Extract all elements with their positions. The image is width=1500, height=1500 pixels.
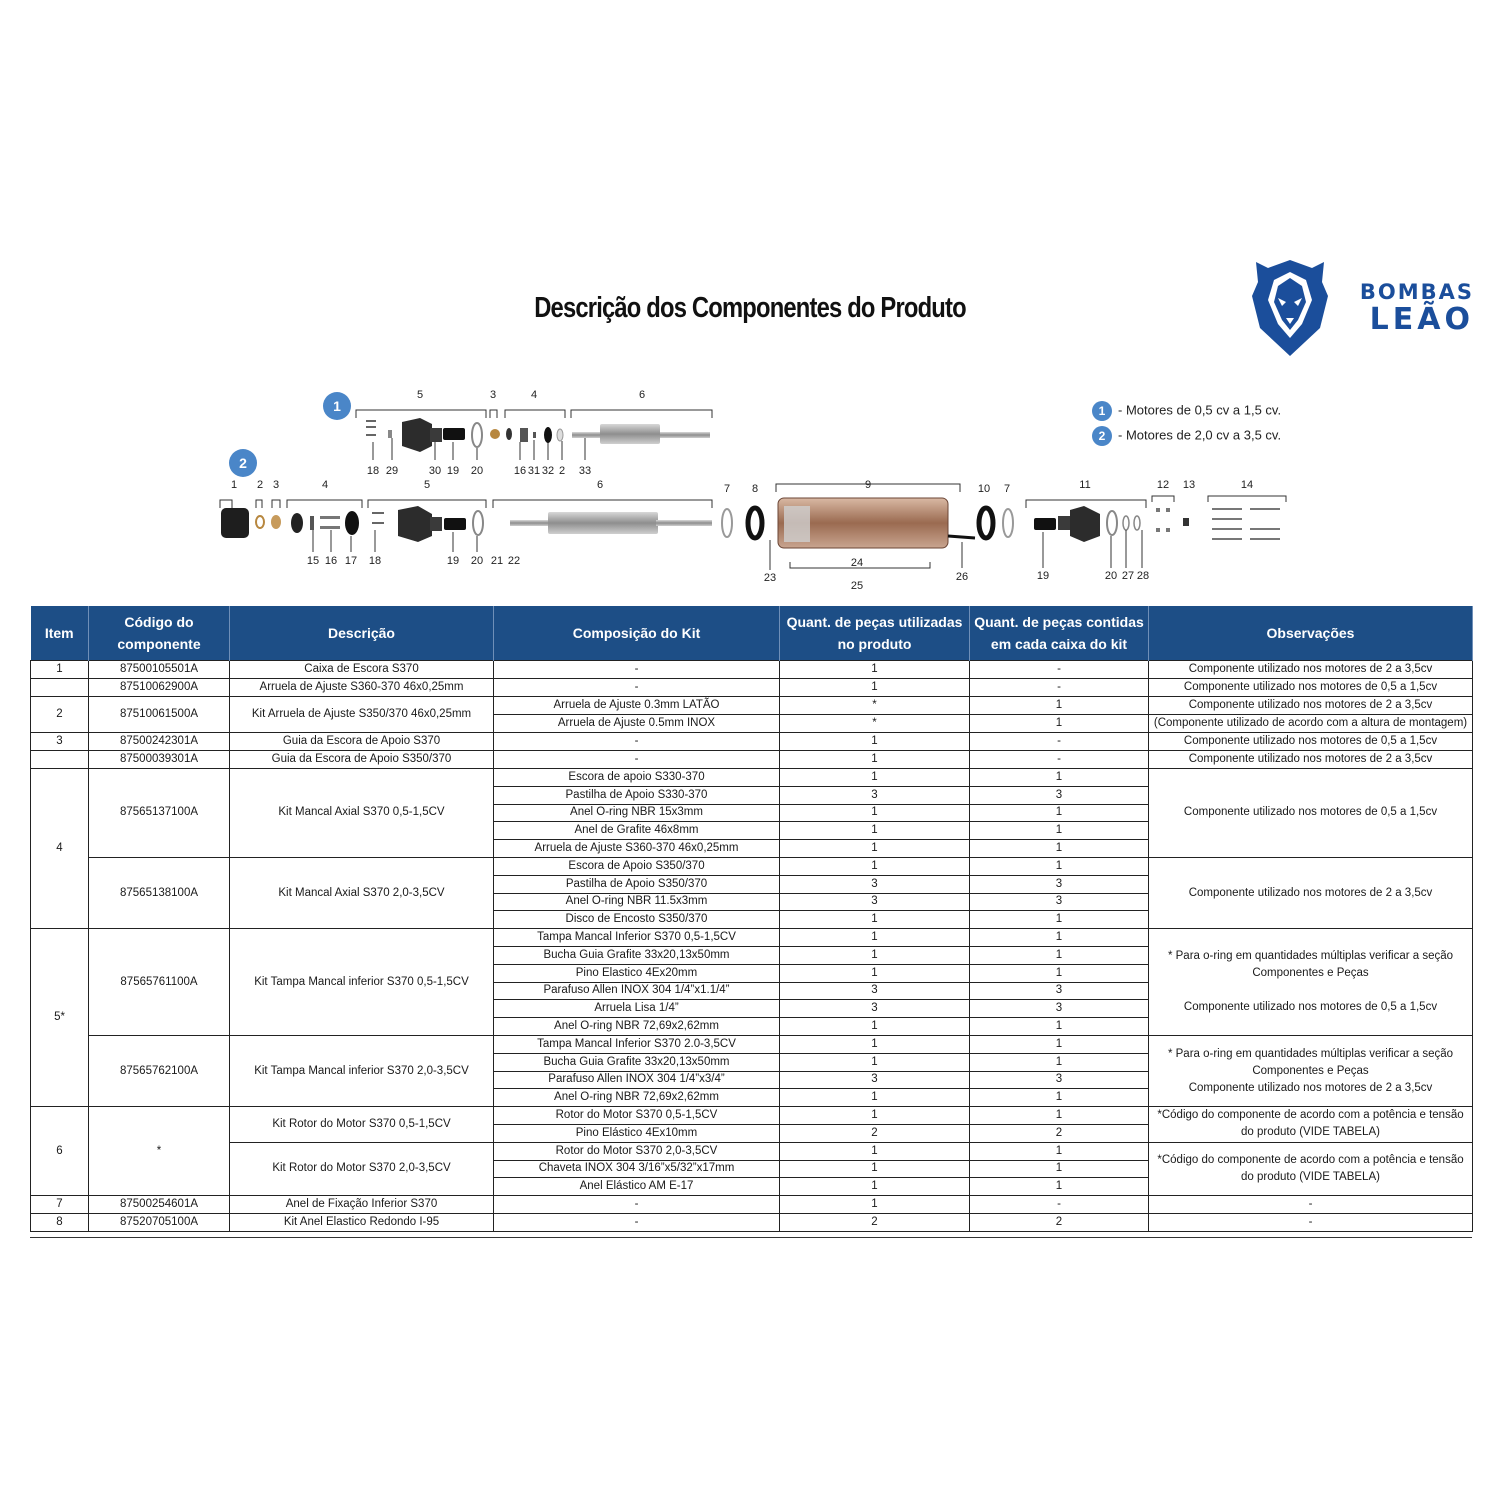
- callout-label: 20: [470, 555, 484, 567]
- table-row: [31, 751, 1473, 769]
- callout-label: 26: [955, 571, 969, 583]
- cell-quant-kit: 1: [970, 804, 1149, 822]
- legend-badge-2: 2: [1092, 426, 1112, 446]
- cell-quant-kit: 2: [970, 1214, 1149, 1232]
- cell-quant-kit: 1: [970, 715, 1149, 733]
- cell-quant-kit: 1: [970, 964, 1149, 982]
- callout-label: 25: [850, 580, 864, 592]
- cell-quant-kit: 1: [970, 857, 1149, 875]
- table-row: [31, 733, 1473, 751]
- cell-composicao: Anel O-ring NBR 15x3mm: [494, 804, 780, 822]
- cell-quant-kit: 1: [970, 1053, 1149, 1071]
- cell-obs: *Código do componente de acordo com a potência e tensão do produto (VIDE TABELA): [1149, 1107, 1473, 1143]
- cell-quant-kit: 1: [970, 1107, 1149, 1125]
- callout-label: 20: [470, 465, 484, 477]
- cell-item: [31, 751, 89, 769]
- callout-label: 19: [446, 555, 460, 567]
- callout-label: 5: [423, 479, 431, 491]
- cell-composicao: Bucha Guia Grafite 33x20,13x50mm: [494, 946, 780, 964]
- cell-composicao: -: [494, 733, 780, 751]
- table-row: [31, 1214, 1473, 1232]
- cell-quant-produto: 1: [780, 964, 970, 982]
- cell-descricao: Guia da Escora de Apoio S370: [230, 733, 494, 751]
- cell-quant-produto: 1: [780, 1178, 970, 1196]
- cell-composicao: Pastilha de Apoio S350/370: [494, 875, 780, 893]
- cell-quant-produto: 3: [780, 786, 970, 804]
- callout-label: 2: [256, 479, 264, 491]
- brand-name-line1: BOMBAS: [1359, 280, 1474, 304]
- cell-descricao: Kit Rotor do Motor S370 0,5-1,5CV: [230, 1107, 494, 1143]
- cell-quant-kit: 3: [970, 893, 1149, 911]
- cell-quant-produto: 1: [780, 733, 970, 751]
- cell-obs: (Componente utilizado de acordo com a altura de montagem): [1149, 715, 1473, 733]
- callout-label: 10: [977, 483, 991, 495]
- callout-label: 31: [527, 465, 541, 477]
- cell-codigo: 87565761100A: [89, 929, 230, 1036]
- cell-composicao: Disco de Encosto S350/370: [494, 911, 780, 929]
- callout-label: 12: [1156, 479, 1170, 491]
- cell-quant-produto: 1: [780, 1142, 970, 1160]
- cell-item: 6: [31, 1107, 89, 1196]
- cell-composicao: Pino Elastico 4Ex20mm: [494, 964, 780, 982]
- bottom-row-parts: [221, 498, 1280, 548]
- callout-label: 18: [368, 555, 382, 567]
- legend-text-1: - Motores de 0,5 cv a 1,5 cv.: [1118, 402, 1282, 418]
- cell-descricao: Anel de Fixação Inferior S370: [230, 1196, 494, 1214]
- cell-quant-kit: -: [970, 661, 1149, 679]
- table-row: [31, 929, 1473, 947]
- callout-label: 29: [385, 465, 399, 477]
- callout-label: 16: [513, 465, 527, 477]
- cell-quant-produto: 1: [780, 1018, 970, 1036]
- cell-quant-kit: -: [970, 679, 1149, 697]
- callout-label: 33: [578, 465, 592, 477]
- brand-logo: [1252, 258, 1474, 358]
- bottom-divider: [30, 1237, 1472, 1238]
- cell-quant-produto: 1: [780, 661, 970, 679]
- top-row-parts: [366, 418, 710, 452]
- table-header-row: [31, 606, 1473, 661]
- cell-composicao: Rotor do Motor S370 2,0-3,5CV: [494, 1142, 780, 1160]
- header-descricao: Descrição: [230, 606, 494, 661]
- cell-codigo: 87565762100A: [89, 1035, 230, 1106]
- callout-label: 13: [1182, 479, 1196, 491]
- header-composicao: Composição do Kit: [494, 606, 780, 661]
- cell-quant-produto: 1: [780, 1053, 970, 1071]
- cell-quant-kit: 3: [970, 982, 1149, 1000]
- table-row: [31, 1142, 1473, 1160]
- cell-quant-kit: -: [970, 733, 1149, 751]
- cell-quant-produto: 1: [780, 946, 970, 964]
- cell-quant-kit: 1: [970, 1018, 1149, 1036]
- callout-label: 6: [638, 389, 646, 401]
- cell-composicao: Chaveta INOX 304 3/16”x5/32”x17mm: [494, 1160, 780, 1178]
- cell-quant-produto: 1: [780, 929, 970, 947]
- callout-label: 30: [428, 465, 442, 477]
- callout-label: 18: [366, 465, 380, 477]
- callout-label: 24: [850, 557, 864, 569]
- cell-quant-produto: *: [780, 697, 970, 715]
- table-row: [31, 857, 1473, 875]
- table-row: [31, 661, 1473, 679]
- cell-descricao: Kit Tampa Mancal inferior S370 0,5-1,5CV: [230, 929, 494, 1036]
- cell-quant-kit: 1: [970, 840, 1149, 858]
- cell-quant-produto: *: [780, 715, 970, 733]
- cell-descricao: Kit Arruela de Ajuste S350/370 46x0,25mm: [230, 697, 494, 733]
- cell-quant-kit: -: [970, 751, 1149, 769]
- cell-composicao: -: [494, 661, 780, 679]
- cell-item: 3: [31, 733, 89, 751]
- cell-quant-produto: 1: [780, 1160, 970, 1178]
- callout-label: 7: [723, 483, 731, 495]
- cell-quant-produto: 3: [780, 982, 970, 1000]
- callout-label: 17: [344, 555, 358, 567]
- cell-quant-kit: 1: [970, 1178, 1149, 1196]
- cell-quant-produto: 1: [780, 822, 970, 840]
- callout-label: 4: [530, 389, 538, 401]
- cell-quant-kit: 1: [970, 769, 1149, 787]
- header-codigo: Código do componente: [89, 606, 230, 661]
- cell-composicao: Parafuso Allen INOX 304 1/4”x3/4”: [494, 1071, 780, 1089]
- header-item: Item: [31, 606, 89, 661]
- cell-quant-produto: 2: [780, 1124, 970, 1142]
- cell-obs: Componente utilizado nos motores de 2 a 3,5cv: [1149, 751, 1473, 769]
- table-row: [31, 697, 1473, 715]
- cell-composicao: Anel O-ring NBR 72,69x2,62mm: [494, 1089, 780, 1107]
- legend-item-2: [1092, 426, 1281, 446]
- table-body: [31, 661, 1473, 1232]
- cell-quant-produto: 3: [780, 1000, 970, 1018]
- callout-label: 21: [490, 555, 504, 567]
- table-row: [31, 1035, 1473, 1053]
- table-row: [31, 1196, 1473, 1214]
- cell-item: 8: [31, 1214, 89, 1232]
- table-row: [31, 679, 1473, 697]
- cell-obs: Componente utilizado nos motores de 2 a 3,5cv: [1149, 857, 1473, 928]
- cell-quant-produto: 1: [780, 1089, 970, 1107]
- header-observacoes: Observações: [1149, 606, 1473, 661]
- cell-quant-kit: 3: [970, 875, 1149, 893]
- cell-descricao: Kit Mancal Axial S370 2,0-3,5CV: [230, 857, 494, 928]
- badge-number: 2: [239, 455, 247, 471]
- callout-label: 27: [1121, 570, 1135, 582]
- cell-descricao: Kit Rotor do Motor S370 2,0-3,5CV: [230, 1142, 494, 1195]
- cell-composicao: -: [494, 1196, 780, 1214]
- header-quant-produto: Quant. de peças utilizadas no produto: [780, 606, 970, 661]
- callout-label: 4: [321, 479, 329, 491]
- cell-quant-kit: 2: [970, 1124, 1149, 1142]
- cell-composicao: Rotor do Motor S370 0,5-1,5CV: [494, 1107, 780, 1125]
- cell-quant-kit: 1: [970, 822, 1149, 840]
- cell-item: 2: [31, 697, 89, 733]
- callout-label: 11: [1079, 479, 1091, 491]
- cell-descricao: Caixa de Escora S370: [230, 661, 494, 679]
- cell-composicao: Bucha Guia Grafite 33x20,13x50mm: [494, 1053, 780, 1071]
- cell-quant-produto: 1: [780, 751, 970, 769]
- table-row: [31, 1107, 1473, 1125]
- cell-codigo: 87565137100A: [89, 769, 230, 858]
- cell-obs: Componente utilizado nos motores de 0,5 a 1,5cv: [1149, 733, 1473, 751]
- cell-composicao: -: [494, 1214, 780, 1232]
- cell-obs: *Código do componente de acordo com a potência e tensão do produto (VIDE TABELA): [1149, 1142, 1473, 1195]
- cell-quant-kit: 1: [970, 1160, 1149, 1178]
- cell-composicao: Arruela Lisa 1/4”: [494, 1000, 780, 1018]
- cell-quant-produto: 1: [780, 1196, 970, 1214]
- callout-label: 19: [446, 465, 460, 477]
- cell-quant-kit: 1: [970, 697, 1149, 715]
- cell-obs: * Para o-ring em quantidades múltiplas verificar a seção Componentes e Peças Componente utilizado nos motores de 0,5 a 1,5cv: [1149, 929, 1473, 1036]
- cell-codigo: 87500242301A: [89, 733, 230, 751]
- table-row: [31, 769, 1473, 787]
- callout-label: 9: [864, 479, 872, 491]
- cell-composicao: Anel O-ring NBR 11.5x3mm: [494, 893, 780, 911]
- cell-codigo: 87520705100A: [89, 1214, 230, 1232]
- cell-descricao: Kit Anel Elastico Redondo I-95: [230, 1214, 494, 1232]
- cell-quant-produto: 3: [780, 875, 970, 893]
- cell-composicao: Escora de Apoio S350/370: [494, 857, 780, 875]
- cell-codigo: 87565138100A: [89, 857, 230, 928]
- cell-quant-produto: 1: [780, 857, 970, 875]
- cell-descricao: Arruela de Ajuste S360-370 46x0,25mm: [230, 679, 494, 697]
- callout-label: 5: [416, 389, 424, 401]
- cell-quant-produto: 1: [780, 840, 970, 858]
- callout-label: 19: [1036, 570, 1050, 582]
- cell-quant-kit: 1: [970, 1035, 1149, 1053]
- legend-text-2: - Motores de 2,0 cv a 3,5 cv.: [1118, 427, 1282, 443]
- cell-quant-produto: 1: [780, 769, 970, 787]
- cell-composicao: Pino Elástico 4Ex10mm: [494, 1124, 780, 1142]
- callout-label: 16: [324, 555, 338, 567]
- cell-composicao: Parafuso Allen INOX 304 1/4”x1.1/4”: [494, 982, 780, 1000]
- cell-quant-produto: 1: [780, 804, 970, 822]
- cell-quant-kit: 1: [970, 1142, 1149, 1160]
- callout-label: 32: [541, 465, 555, 477]
- callout-label: 2: [558, 465, 566, 477]
- exploded-view-diagram: [0, 380, 1500, 600]
- cell-quant-produto: 3: [780, 1071, 970, 1089]
- cell-obs: -: [1149, 1196, 1473, 1214]
- cell-codigo: 87500039301A: [89, 751, 230, 769]
- cell-quant-kit: 1: [970, 946, 1149, 964]
- legend-item-1: [1092, 401, 1281, 421]
- cell-composicao: Anel de Grafite 46x8mm: [494, 822, 780, 840]
- cell-codigo: 87510062900A: [89, 679, 230, 697]
- cell-composicao: Arruela de Ajuste S360-370 46x0,25mm: [494, 840, 780, 858]
- cell-obs: -: [1149, 1214, 1473, 1232]
- components-table: [30, 606, 1473, 1232]
- cell-item: 1: [31, 661, 89, 679]
- cell-composicao: -: [494, 679, 780, 697]
- cell-quant-kit: 1: [970, 911, 1149, 929]
- cell-obs: Componente utilizado nos motores de 0,5 a 1,5cv: [1149, 679, 1473, 697]
- cell-descricao: Kit Tampa Mancal inferior S370 2,0-3,5CV: [230, 1035, 494, 1106]
- callout-label: 15: [306, 555, 320, 567]
- callout-label: 8: [751, 483, 759, 495]
- cell-quant-kit: 3: [970, 1071, 1149, 1089]
- callout-label: 3: [272, 479, 280, 491]
- legend-badge-1: 1: [1092, 401, 1112, 421]
- cell-quant-produto: 1: [780, 911, 970, 929]
- cell-obs: Componente utilizado nos motores de 2 a 3,5cv: [1149, 697, 1473, 715]
- cell-codigo: 87500254601A: [89, 1196, 230, 1214]
- cell-item: 7: [31, 1196, 89, 1214]
- cell-obs: Componente utilizado nos motores de 2 a 3,5cv: [1149, 661, 1473, 679]
- page-title: Descrição dos Componentes do Produto: [534, 292, 966, 324]
- callout-label: 20: [1104, 570, 1118, 582]
- callout-label: 23: [763, 572, 777, 584]
- cell-composicao: Escora de apoio S330-370: [494, 769, 780, 787]
- lion-logo-icon: [1252, 258, 1328, 358]
- callout-label: 1: [230, 479, 238, 491]
- cell-composicao: Arruela de Ajuste 0.3mm LATÃO: [494, 697, 780, 715]
- cell-quant-produto: 3: [780, 893, 970, 911]
- cell-composicao: -: [494, 751, 780, 769]
- cell-quant-kit: 1: [970, 1089, 1149, 1107]
- callout-label: 6: [596, 479, 604, 491]
- cell-quant-kit: -: [970, 1196, 1149, 1214]
- header-quant-kit: Quant. de peças contidas em cada caixa do kit: [970, 606, 1149, 661]
- cell-codigo: *: [89, 1107, 230, 1196]
- cell-item: 4: [31, 769, 89, 929]
- cell-composicao: Anel Elástico AM E-17: [494, 1178, 780, 1196]
- cell-composicao: Tampa Mancal Inferior S370 2.0-3,5CV: [494, 1035, 780, 1053]
- callout-label: 22: [507, 555, 521, 567]
- badge-number: 1: [333, 398, 341, 414]
- cell-quant-kit: 3: [970, 1000, 1149, 1018]
- cell-quant-produto: 2: [780, 1214, 970, 1232]
- brand-name-line2: LEÃO: [1369, 302, 1474, 337]
- cell-composicao: Anel O-ring NBR 72,69x2,62mm: [494, 1018, 780, 1036]
- cell-quant-kit: 1: [970, 929, 1149, 947]
- cell-codigo: 87500105501A: [89, 661, 230, 679]
- cell-descricao: Guia da Escora de Apoio S350/370: [230, 751, 494, 769]
- cell-quant-produto: 1: [780, 679, 970, 697]
- cell-descricao: Kit Mancal Axial S370 0,5-1,5CV: [230, 769, 494, 858]
- cell-obs: * Para o-ring em quantidades múltiplas verificar a seção Componentes e Peças Componente utilizado nos motores de 2 a 3,5cv: [1149, 1035, 1473, 1106]
- callout-label: 7: [1003, 483, 1011, 495]
- cell-composicao: Arruela de Ajuste 0.5mm INOX: [494, 715, 780, 733]
- cell-item: 5*: [31, 929, 89, 1107]
- callout-label: 14: [1240, 479, 1254, 491]
- cell-quant-produto: 1: [780, 1107, 970, 1125]
- cell-quant-produto: 1: [780, 1035, 970, 1053]
- cell-quant-kit: 3: [970, 786, 1149, 804]
- cell-obs: Componente utilizado nos motores de 0,5 a 1,5cv: [1149, 769, 1473, 858]
- cell-codigo: 87510061500A: [89, 697, 230, 733]
- callout-label: 28: [1136, 570, 1150, 582]
- callout-label: 3: [489, 389, 497, 401]
- cell-composicao: Tampa Mancal Inferior S370 0,5-1,5CV: [494, 929, 780, 947]
- cell-item: [31, 679, 89, 697]
- cell-composicao: Pastilha de Apoio S330-370: [494, 786, 780, 804]
